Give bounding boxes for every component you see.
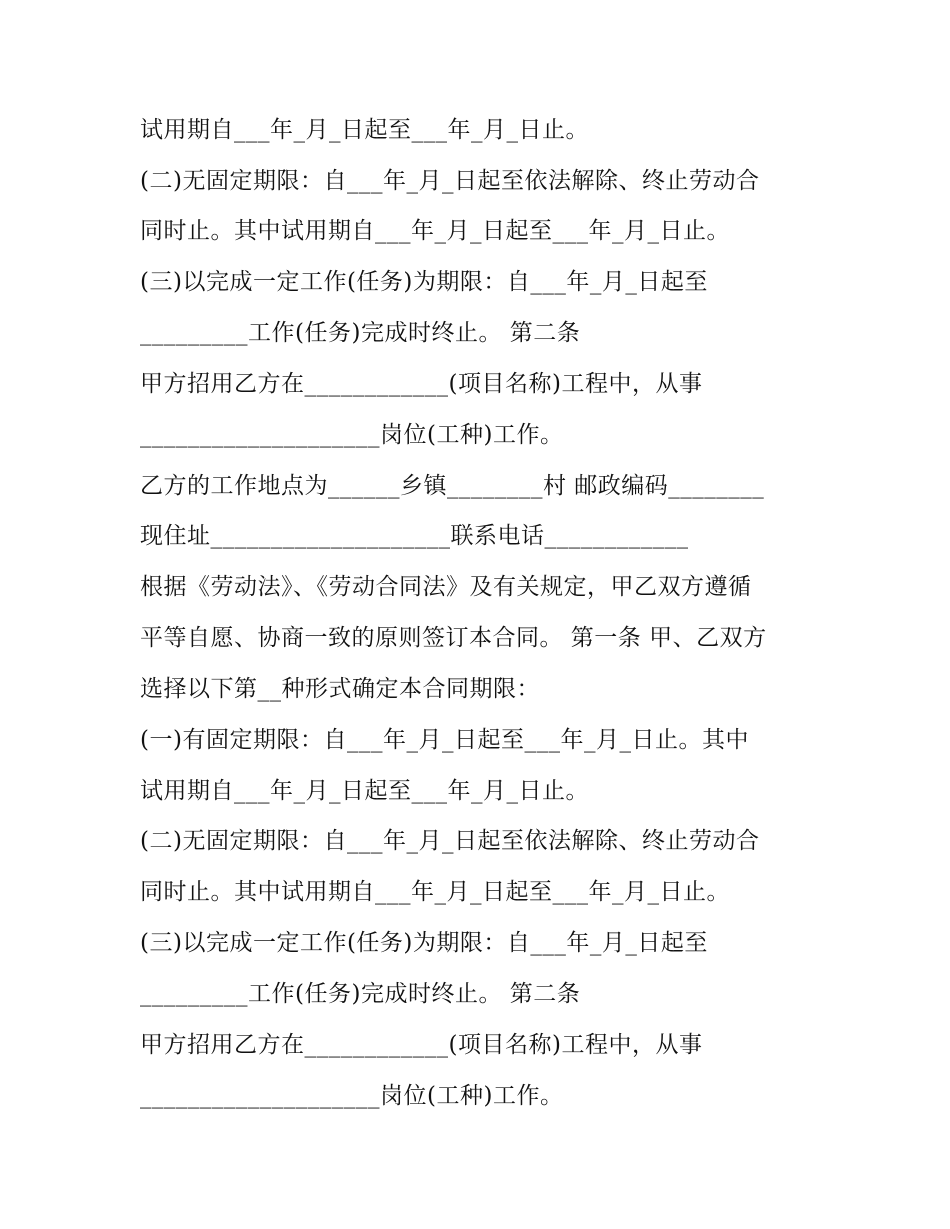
text-line: 试用期自___年_月_日起至___年_月_日止。 xyxy=(140,778,589,804)
text-line: 乙方的工作地点为______乡镇________村 邮政编码________ xyxy=(140,473,765,499)
text-line: (三)以完成一定工作(任务)为期限：自___年_月_日起至 xyxy=(140,930,708,956)
text-line: _________工作(任务)完成时终止。 第二条 xyxy=(140,981,581,1007)
text-line: ____________________岗位(工种)工作。 xyxy=(140,422,564,448)
text-line: ____________________岗位(工种)工作。 xyxy=(140,1083,564,1109)
text-line: 同时止。其中试用期自___年_月_日起至___年_月_日止。 xyxy=(140,218,730,244)
text-line: (二)无固定期限：自___年_月_日起至依法解除、终止劳动合 xyxy=(140,828,760,854)
text-line: 选择以下第__种形式确定本合同期限： xyxy=(140,676,540,702)
text-line: 现住址____________________联系电话____________ xyxy=(140,523,689,549)
text-line: 甲方招用乙方在____________(项目名称)工程中，从事 xyxy=(140,1032,703,1058)
text-line: (二)无固定期限：自___年_月_日起至依法解除、终止劳动合 xyxy=(140,168,760,194)
text-line: (三)以完成一定工作(任务)为期限：自___年_月_日起至 xyxy=(140,269,708,295)
text-line: 甲方招用乙方在____________(项目名称)工程中，从事 xyxy=(140,371,703,397)
text-line: 试用期自___年_月_日起至___年_月_日止。 xyxy=(140,117,589,143)
text-line: 根据《劳动法》、《劳动合同法》及有关规定，甲乙双方遵循 xyxy=(140,574,752,600)
text-line: (一)有固定期限：自___年_月_日起至___年_月_日止。其中 xyxy=(140,727,749,753)
text-line: 平等自愿、协商一致的原则签订本合同。 第一条 甲、乙双方 xyxy=(140,625,767,651)
text-line: 同时止。其中试用期自___年_月_日起至___年_月_日止。 xyxy=(140,879,730,905)
text-line: _________工作(任务)完成时终止。 第二条 xyxy=(140,320,581,346)
